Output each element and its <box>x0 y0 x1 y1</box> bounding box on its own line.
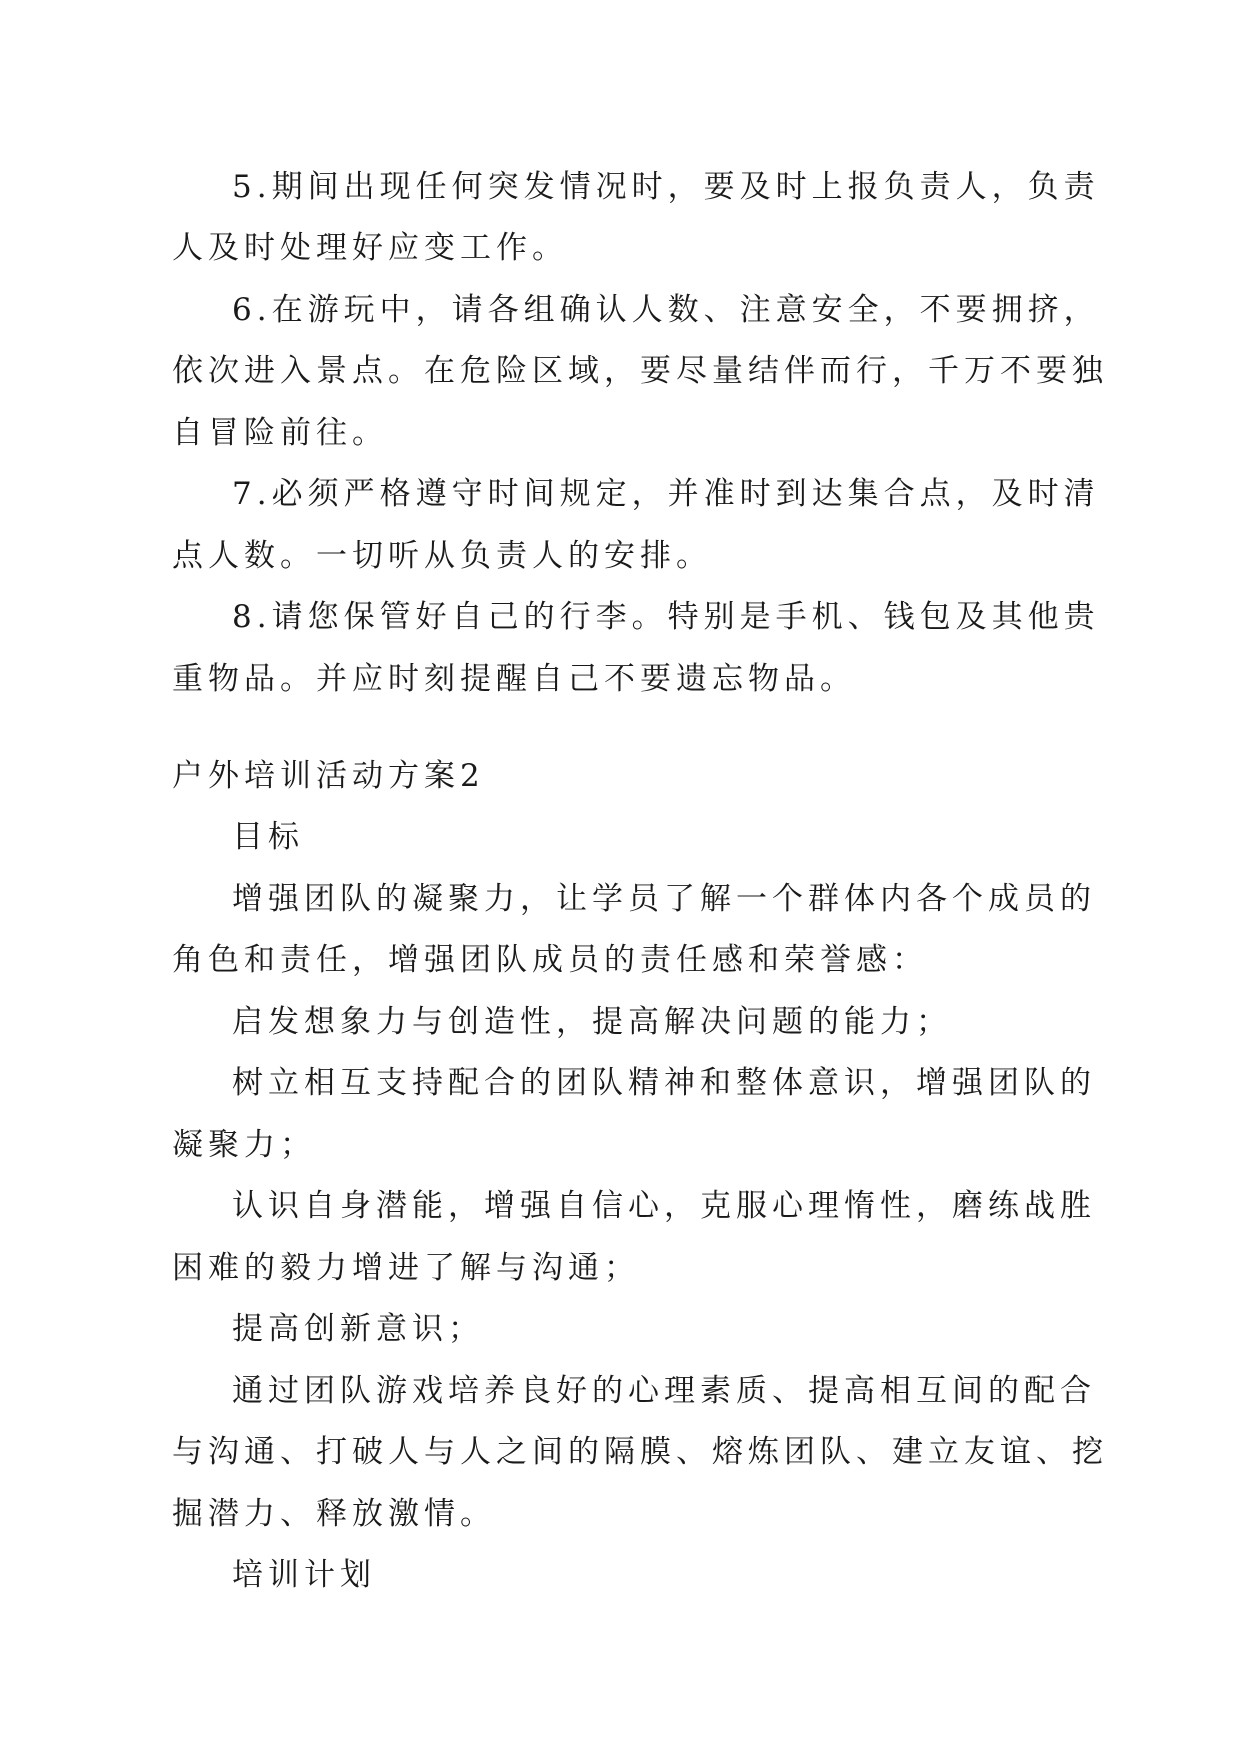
paragraph-line: 点人数。一切听从负责人的安排。 <box>172 538 712 574</box>
paragraph-line: 增强团队的凝聚力，让学员了解一个群体内各个成员的 <box>232 881 1096 917</box>
paragraph-line: 认识自身潜能，增强自信心，克服心理惰性，磨练战胜 <box>232 1188 1096 1224</box>
paragraph-line: 自冒险前往。 <box>172 415 388 451</box>
paragraph-line: 6.在游玩中，请各组确认人数、注意安全，不要拥挤， <box>232 292 1100 328</box>
section-title: 户外培训活动方案2 <box>172 758 485 794</box>
paragraph-line: 人及时处理好应变工作。 <box>172 230 568 266</box>
paragraph-line: 困难的毅力增进了解与沟通； <box>172 1250 640 1286</box>
paragraph-line: 与沟通、打破人与人之间的隔膜、熔炼团队、建立友谊、挖 <box>172 1434 1108 1470</box>
subheading: 培训计划 <box>232 1557 376 1593</box>
paragraph-line: 启发想象力与创造性，提高解决问题的能力； <box>232 1004 952 1040</box>
paragraph-line: 凝聚力； <box>172 1127 316 1163</box>
paragraph-line: 7.必须严格遵守时间规定，并准时到达集合点，及时清 <box>232 476 1100 512</box>
paragraph-line: 通过团队游戏培养良好的心理素质、提高相互间的配合 <box>232 1373 1096 1409</box>
paragraph-line: 提高创新意识； <box>232 1311 484 1347</box>
subheading: 目标 <box>232 819 304 855</box>
paragraph-line: 依次进入景点。在危险区域，要尽量结伴而行，千万不要独 <box>172 353 1108 389</box>
paragraph-line: 重物品。并应时刻提醒自己不要遗忘物品。 <box>172 661 856 697</box>
paragraph-line: 掘潜力、释放激情。 <box>172 1496 496 1532</box>
paragraph-line: 树立相互支持配合的团队精神和整体意识，增强团队的 <box>232 1065 1096 1101</box>
paragraph-line: 8.请您保管好自己的行李。特别是手机、钱包及其他贵 <box>232 599 1100 635</box>
paragraph-line: 角色和责任，增强团队成员的责任感和荣誉感： <box>172 942 928 978</box>
paragraph-line: 5.期间出现任何突发情况时，要及时上报负责人，负责 <box>232 169 1100 205</box>
